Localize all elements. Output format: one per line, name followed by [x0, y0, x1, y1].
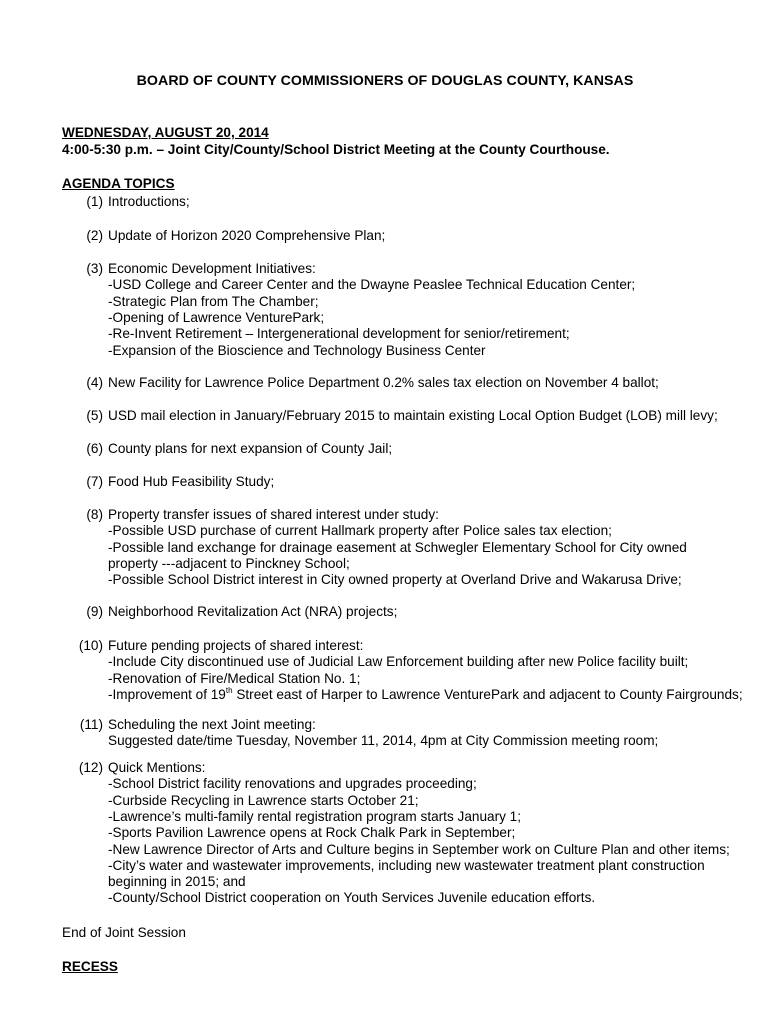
agenda-item-line: Food Hub Feasibility Study;	[108, 474, 275, 489]
agenda-item-line: Introductions;	[108, 194, 190, 209]
agenda-item-line: New Facility for Lawrence Police Department 0.2% sales tax election on November 4 ballot;	[108, 375, 659, 390]
agenda-item-line: -Include City discontinued use of Judicial Law Enforcement building after new Police facility built;	[108, 654, 689, 670]
agenda-item-line: -School District facility renovations and upgrades proceeding;	[108, 776, 477, 792]
agenda-item-line: -Sports Pavilion Lawrence opens at Rock Chalk Park in September;	[108, 825, 516, 841]
document-title: BOARD OF COUNTY COMMISSIONERS OF DOUGLAS COUNTY, KANSAS	[136, 73, 634, 89]
agenda-item-line: -USD College and Career Center and the Dwayne Peaslee Technical Education Center;	[108, 277, 636, 293]
meeting-date: WEDNESDAY, AUGUST 20, 2014	[62, 125, 269, 140]
agenda-item-line: Property transfer issues of shared interest under study:	[108, 507, 439, 522]
agenda-item-number: (12)	[78, 760, 103, 775]
agenda-item-line: Scheduling the next Joint meeting:	[108, 717, 316, 732]
meeting-description: 4:00-5:30 p.m. – Joint City/County/School District Meeting at the County Courthouse.	[62, 142, 610, 157]
agenda-item-line: Suggested date/time Tuesday, November 11, 2014, 4pm at City Commission meeting room;	[108, 733, 659, 749]
recess-heading: RECESS	[62, 959, 118, 974]
agenda-item-line: County plans for next expansion of County Jail;	[108, 441, 393, 456]
end-session-text: End of Joint Session	[62, 925, 186, 940]
agenda-item-line: -Curbside Recycling in Lawrence starts October 21;	[108, 792, 419, 808]
line-text: -Improvement of 19	[108, 686, 226, 702]
line-text: Street east of Harper to Lawrence VenturePark and adjacent to County Fairgrounds;	[232, 686, 743, 702]
agenda-item-line: beginning in 2015; and	[108, 874, 246, 890]
agenda-item-line: -Expansion of the Bioscience and Technology Business Center	[108, 342, 486, 358]
agenda-item-number: (4)	[86, 375, 103, 390]
agenda-item-line: -Renovation of Fire/Medical Station No. 1;	[108, 670, 361, 686]
agenda-item-line	[108, 687, 743, 703]
agenda-item-line: USD mail election in January/February 2015 to maintain existing Local Option Budget (LOB) mill levy;	[108, 408, 718, 423]
agenda-item-line: -Possible USD purchase of current Hallmark property after Police sales tax election;	[108, 523, 612, 539]
agenda-item-line: -Lawrence’s multi-family rental registration program starts January 1;	[108, 808, 522, 824]
agenda-item-line: -Possible School District interest in City owned property at Overland Drive and Wakarusa Drive;	[108, 572, 682, 588]
agenda-item-line: -City’s water and wastewater improvements, including new wastewater treatment plant construction	[108, 857, 705, 873]
agenda-item-line: -Opening of Lawrence VenturePark;	[108, 309, 325, 325]
agenda-item-number: (5)	[86, 408, 103, 423]
agenda-item-line: -Re-Invent Retirement – Intergenerational development for senior/retirement;	[108, 326, 570, 342]
agenda-item-line: Future pending projects of shared interest:	[108, 638, 364, 653]
agenda-item-line: Neighborhood Revitalization Act (NRA) projects;	[108, 604, 398, 619]
agenda-heading: AGENDA TOPICS	[62, 176, 175, 191]
agenda-item-number: (10)	[78, 638, 103, 653]
agenda-item-line: -New Lawrence Director of Arts and Culture begins in September work on Culture Plan and other items;	[108, 841, 730, 857]
agenda-item-number: (2)	[86, 228, 103, 243]
agenda-item-number: (7)	[86, 474, 103, 489]
agenda-item-line: Economic Development Initiatives:	[108, 261, 316, 276]
agenda-item-line: property ---adjacent to Pinckney School;	[108, 555, 350, 571]
agenda-item-line: Quick Mentions:	[108, 760, 206, 775]
agenda-item-number: (11)	[79, 717, 103, 732]
ordinal-superscript: th	[225, 685, 233, 695]
agenda-item-line: -County/School District cooperation on Youth Services Juvenile education efforts.	[108, 890, 596, 906]
agenda-item-line: Update of Horizon 2020 Comprehensive Plan;	[108, 228, 386, 243]
agenda-item-number: (8)	[86, 507, 103, 522]
agenda-item-number: (3)	[86, 261, 103, 276]
agenda-item-line: -Possible land exchange for drainage easement at Schwegler Elementary School for City owned	[108, 539, 687, 555]
agenda-item-number: (1)	[86, 194, 103, 209]
agenda-item-number: (6)	[86, 441, 103, 456]
agenda-item-number: (9)	[86, 604, 103, 619]
agenda-item-line: -Strategic Plan from The Chamber;	[108, 293, 319, 309]
